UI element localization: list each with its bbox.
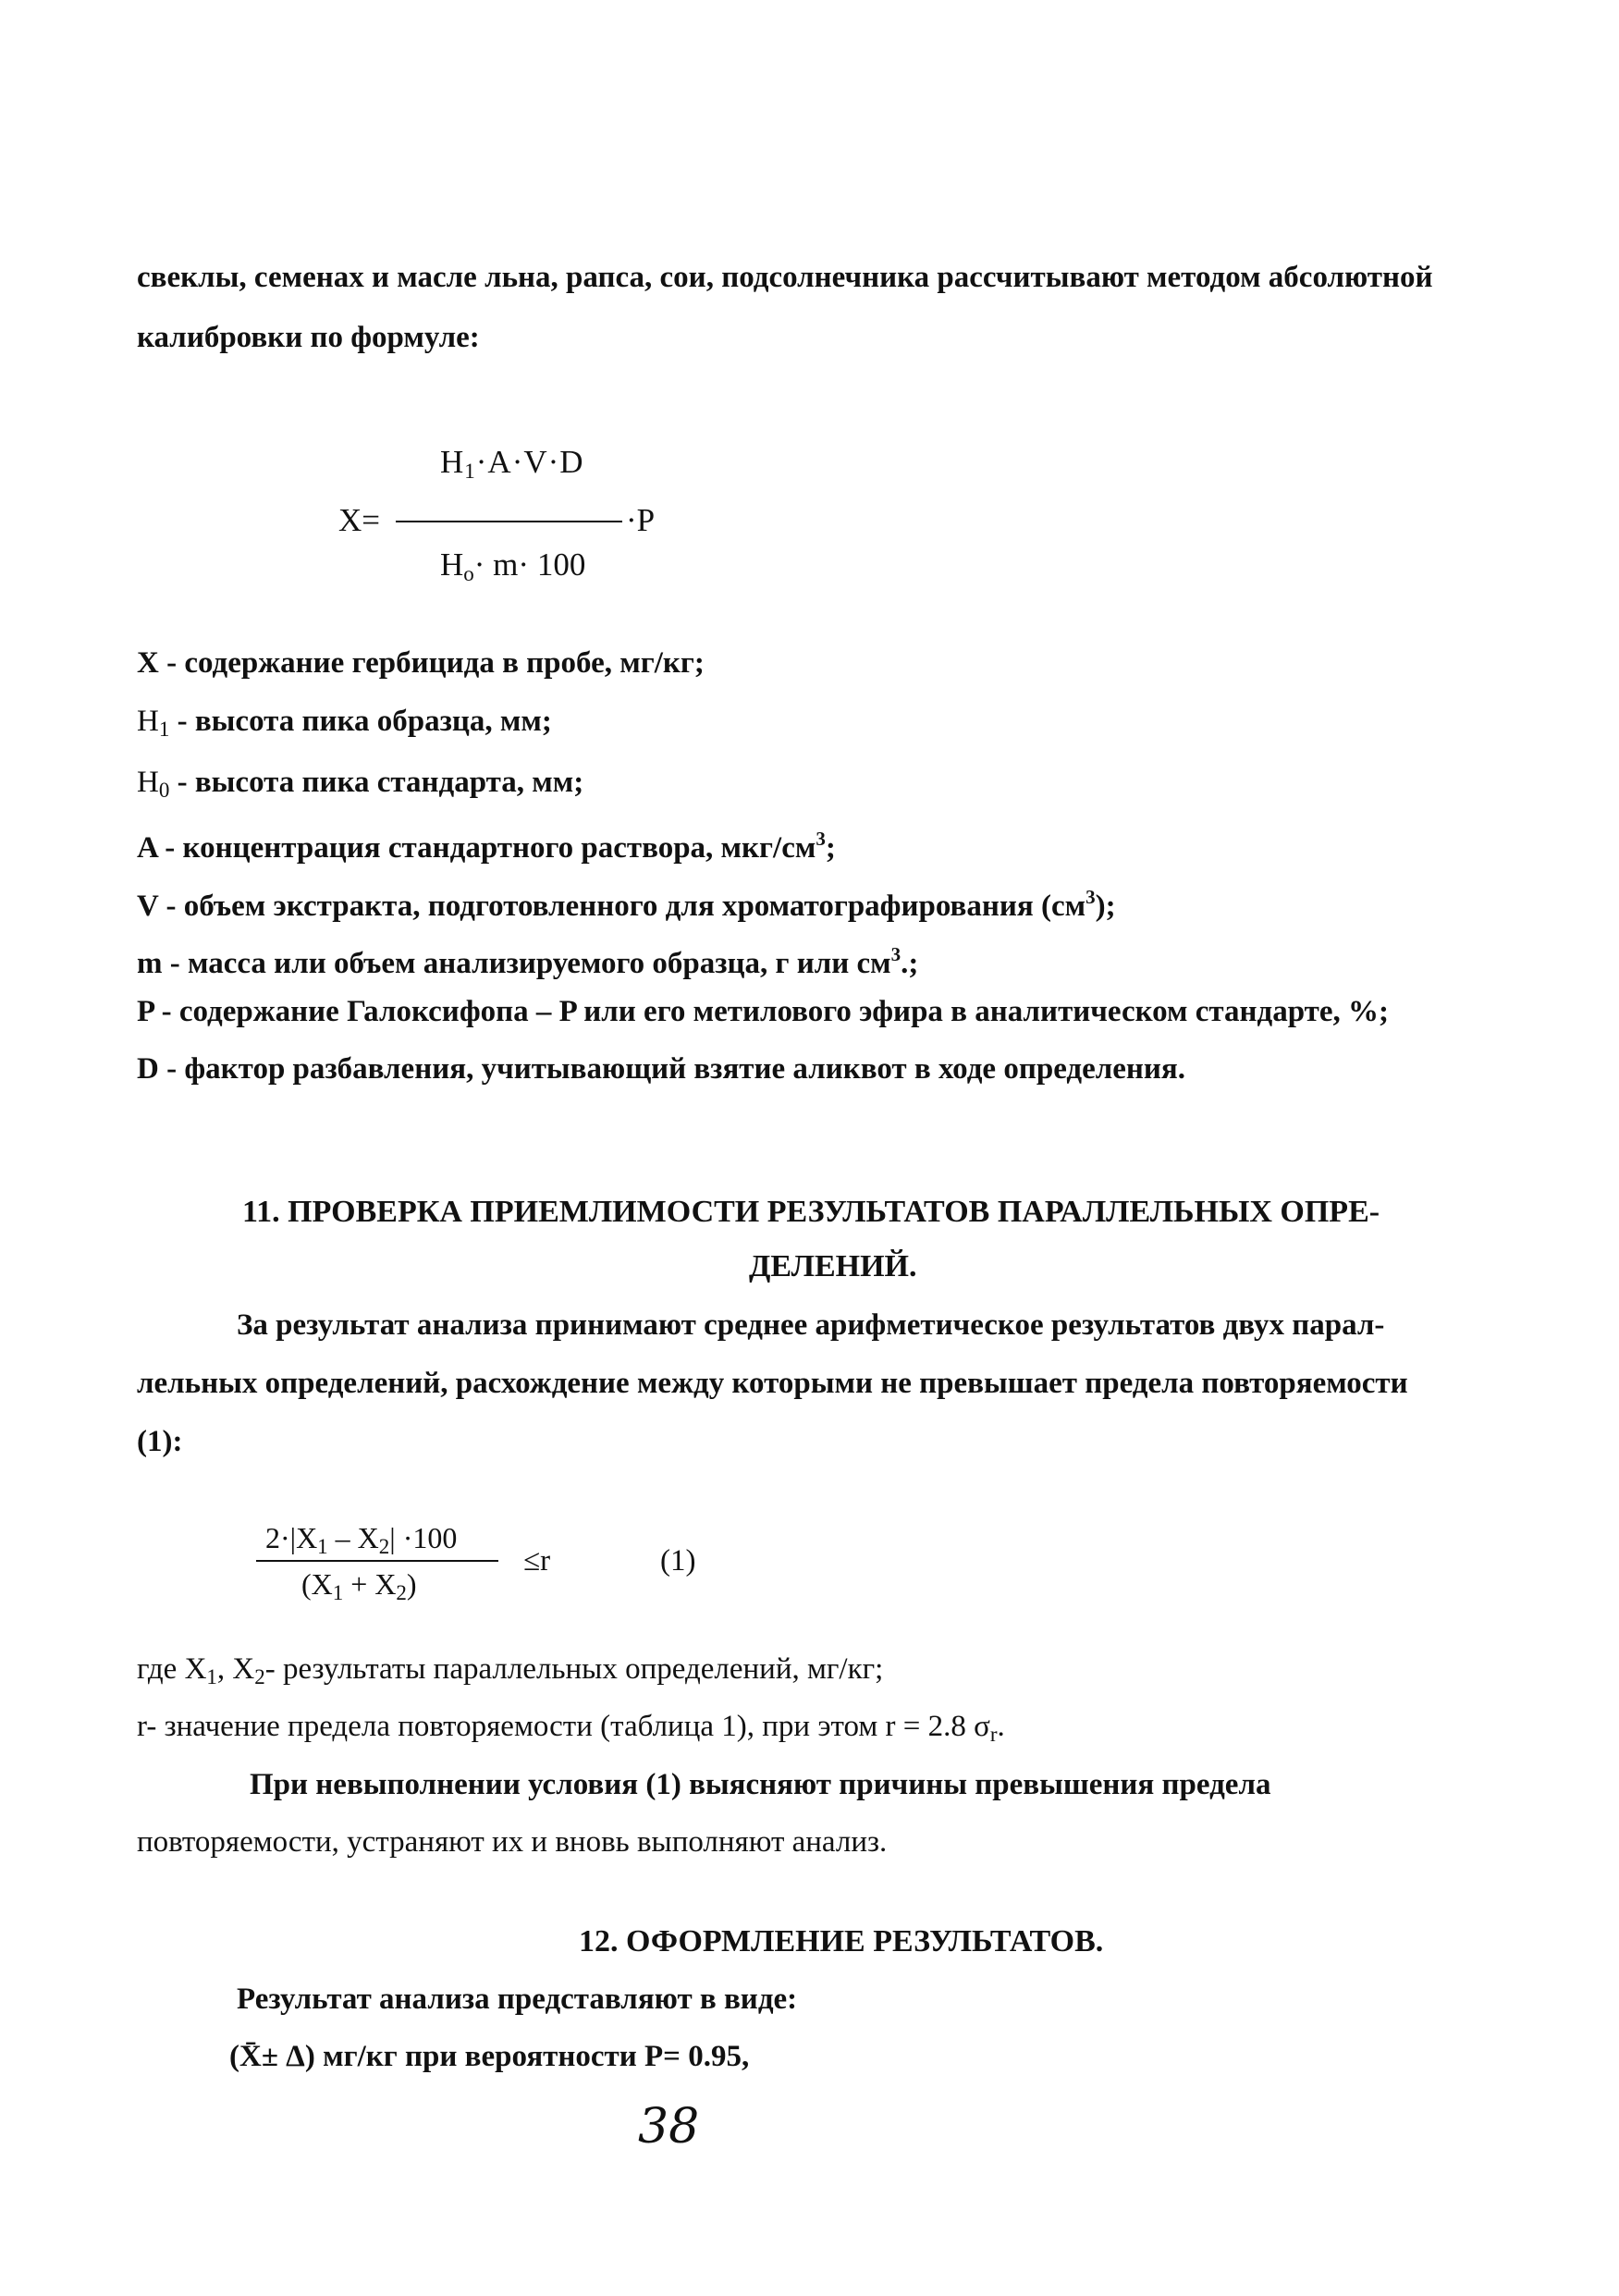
formula1-lhs: X= <box>338 502 381 538</box>
def-v: V - объем экстракта, подготовленного для хроматографирования $(см^3)$; <box>137 886 1116 923</box>
formula1-fraction-bar <box>396 521 622 522</box>
page-number: 38 <box>638 2099 700 2155</box>
section11-para-line-1: За результат анализа принимают среднее арифметическое результатов двух парал- <box>237 1308 1385 1342</box>
section11-heading-line-1: 11. ПРОВЕРКА ПРИЕМЛИМОСТИ РЕЗУЛЬТАТОВ ПАРАЛЛЕЛЬНЫХ ОПРЕ- <box>242 1195 1380 1229</box>
def-x: X - содержание гербицида в пробе, мг/кг; <box>137 646 705 680</box>
formula1-denominator: $H_o\cdot m\cdot 100$ <box>440 546 586 585</box>
formula2-reference: (1) <box>660 1544 696 1578</box>
def-h0: $H_0$ - высота пика стандарта, мм; <box>137 766 584 802</box>
formula2-condition: ≤r <box>523 1544 551 1578</box>
def-a: A - концентрация стандартного раствора, мкг/$см^3$; <box>137 828 836 865</box>
section12-line-2: (X̄± Δ) мг/кг при вероятности P= 0.95, <box>229 2040 750 2073</box>
def-h1: $H_1$ - высота пика образца, мм; <box>137 705 552 741</box>
warning-line-1: При невыполнении условия (1) выясняют причины превышения предела <box>250 1768 1271 1801</box>
formula1-rhs: ·P <box>626 502 656 538</box>
warning-line-2: повторяемости, устраняют их и вновь выполняют анализ. <box>137 1825 888 1859</box>
formula2-numerator: $2\cdot|X_1 - X_2| \cdot 100$ <box>265 1521 458 1558</box>
formula2-fraction-bar <box>256 1560 498 1562</box>
formula1-numerator: $H_1\cdot A\cdot V\cdot D$ <box>440 444 584 483</box>
def-p: P - содержание Галоксифопа – P или его метилового эфира в аналитическом стандарте, %; <box>137 995 1390 1028</box>
formula2-denominator: $(X_1 + X_2)$ <box>301 1567 417 1604</box>
section11-heading-line-2: ДЕЛЕНИЙ. <box>749 1249 917 1283</box>
section12-line-1: Результат анализа представляют в виде: <box>237 1983 798 2016</box>
section11-para-line-3: (1): <box>137 1425 183 1458</box>
intro-line-2: калибровки по формуле: <box>137 321 480 354</box>
def-d: D - фактор разбавления, учитывающий взятие аликвот в ходе определения. <box>137 1052 1186 1086</box>
def-m: m - масса или объем анализируемого образца, г или $см^3$.; <box>137 943 919 980</box>
where-line-2: r- значение предела повторяемости (таблица 1), при этом r = 2.8 $\sigma_r$. <box>137 1710 1005 1746</box>
intro-line-1: свеклы, семенах и масле льна, рапса, сои, подсолнечника рассчитывают методом абсолютной <box>137 261 1433 294</box>
section12-heading: 12. ОФОРМЛЕНИЕ РЕЗУЛЬТАТОВ. <box>579 1924 1104 1958</box>
section11-para-line-2: лельных определений, расхождение между которыми не превышает предела повторяемости <box>137 1367 1408 1400</box>
where-line-1: где $X_1$, $X_2-$ результаты параллельных определений, мг/кг; <box>137 1652 884 1688</box>
